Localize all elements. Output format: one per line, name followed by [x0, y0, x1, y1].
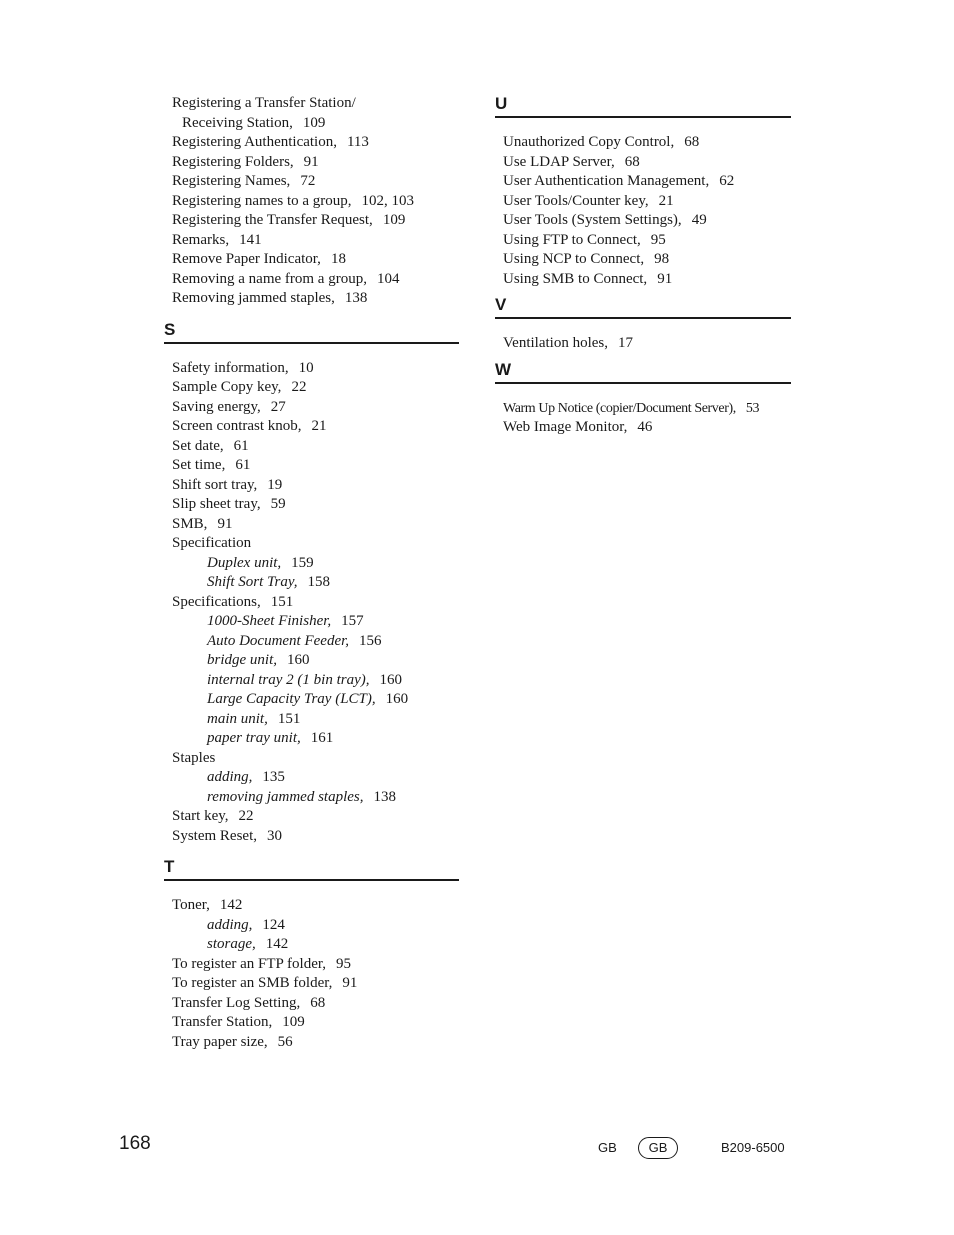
index-term: Shift sort tray,	[172, 476, 258, 493]
index-page-ref: 159	[291, 554, 314, 571]
index-page-ref: 56	[277, 1033, 293, 1050]
index-page-ref: 21	[311, 418, 327, 434]
index-term: Slip sheet tray,	[172, 496, 261, 512]
index-term: Transfer Log Setting,	[172, 994, 301, 1011]
index-page-ref: 22	[238, 808, 254, 824]
page-number: 168	[119, 1133, 151, 1154]
index-entry	[164, 398, 459, 418]
index-term: Transfer Station,	[172, 1014, 273, 1030]
index-entry	[164, 270, 459, 290]
index-entry	[164, 632, 459, 652]
index-term: adding,	[207, 916, 253, 933]
index-entry	[495, 250, 791, 270]
section-rule	[495, 317, 791, 319]
section-rule	[495, 382, 791, 384]
index-page-ref: 46	[637, 419, 653, 435]
index-entry	[164, 231, 459, 251]
index-term: User Tools (System Settings),	[503, 212, 682, 228]
index-entry	[164, 710, 459, 730]
index-term: User Authentication Management,	[503, 173, 710, 189]
index-term: Using FTP to Connect,	[503, 231, 641, 248]
index-page-ref: 22	[291, 379, 307, 395]
index-entry	[164, 359, 459, 379]
index-term: bridge unit,	[207, 652, 277, 668]
index-entry	[164, 1013, 459, 1033]
index-page-ref: 68	[310, 994, 326, 1011]
index-term: System Reset,	[172, 827, 257, 844]
index-term: removing jammed staples,	[207, 788, 364, 805]
index-entry	[164, 94, 459, 114]
index-entry	[164, 827, 459, 847]
index-entry	[164, 994, 459, 1014]
section-letter: V	[495, 295, 507, 314]
index-entry	[164, 749, 459, 769]
index-term: Using SMB to Connect,	[503, 270, 648, 287]
section-rule	[495, 116, 791, 118]
index-page-ref: 160	[287, 652, 310, 668]
section-letter: T	[164, 857, 175, 876]
index-page-ref: 91	[303, 153, 319, 170]
index-term: Shift Sort Tray,	[207, 574, 298, 590]
index-entry	[164, 916, 459, 936]
index-term: Sample Copy key,	[172, 379, 282, 395]
index-page-ref: 18	[330, 251, 346, 267]
index-entry	[164, 437, 459, 457]
index-page-ref: 156	[359, 632, 382, 649]
index-page-ref: 62	[719, 173, 735, 189]
index-entry	[164, 211, 459, 231]
index-page-ref: 124	[262, 916, 285, 933]
index-page-ref: 91	[217, 515, 233, 532]
index-entry	[164, 133, 459, 153]
index-section-t	[164, 857, 459, 1052]
index-term: Removing a name from a group,	[172, 270, 367, 287]
index-entry	[164, 172, 459, 192]
index-term: paper tray unit,	[207, 730, 301, 746]
index-entry	[495, 211, 791, 231]
index-term: Specification	[172, 535, 252, 551]
section-letter: U	[495, 94, 508, 113]
index-term: Duplex unit,	[207, 554, 282, 571]
index-page-ref: 151	[277, 710, 301, 727]
index-page-ref: 109	[302, 114, 326, 131]
index-entry	[164, 807, 459, 827]
index-page-ref: 157	[341, 613, 364, 629]
index-entry	[164, 729, 459, 749]
index-term: Staples	[172, 749, 216, 766]
section-letter: W	[495, 359, 512, 379]
index-term: Auto Document Feeder,	[207, 632, 350, 649]
index-page-ref: 27	[270, 398, 286, 415]
index-page-ref: 109	[382, 212, 406, 228]
index-entry	[164, 573, 459, 593]
index-term: Toner,	[172, 897, 210, 913]
index-term: Registering the Transfer Request,	[172, 212, 373, 228]
index-term: Registering Authentication,	[172, 134, 337, 150]
index-entry	[164, 534, 459, 554]
index-term: internal tray 2 (1 bin tray),	[207, 671, 370, 688]
index-page-ref: 72	[300, 173, 316, 189]
index-term: Remove Paper Indicator,	[172, 251, 321, 267]
index-page-ref: 135	[262, 769, 285, 785]
right-column	[495, 94, 791, 438]
index-page-ref: 59	[270, 496, 286, 512]
index-page-ref: 61	[233, 437, 249, 454]
index-page-ref: 138	[344, 290, 368, 306]
index-page-ref: 61	[235, 457, 251, 473]
index-term: User Tools/Counter key,	[503, 192, 649, 209]
index-term: Saving energy,	[172, 398, 261, 415]
index-term: Receiving Station,	[182, 114, 293, 131]
index-entry	[164, 896, 459, 916]
index-page-ref: 109	[282, 1014, 305, 1030]
index-section-w	[495, 360, 791, 438]
index-entry	[495, 399, 791, 419]
index-entry	[495, 133, 791, 153]
index-page-ref: 160	[379, 671, 402, 688]
index-section-s	[164, 320, 459, 847]
r-entries-list	[164, 94, 459, 309]
index-term: Safety information,	[172, 359, 289, 376]
index-page-ref: 141	[239, 231, 262, 248]
index-term: main unit,	[207, 710, 268, 727]
index-entry	[164, 515, 459, 535]
index-entry	[164, 935, 459, 955]
index-entry	[164, 1033, 459, 1053]
index-entry	[164, 114, 459, 134]
index-page-ref: 91	[342, 975, 358, 991]
index-term: Large Capacity Tray (LCT),	[207, 691, 376, 707]
index-entry	[164, 593, 459, 613]
left-column	[164, 94, 459, 1052]
index-entry	[164, 153, 459, 173]
index-term: Screen contrast knob,	[172, 418, 302, 434]
index-page-ref: 142	[219, 897, 243, 913]
index-term: Registering a Transfer Station/	[172, 95, 356, 111]
index-entry	[495, 270, 791, 290]
index-page-ref: 91	[657, 270, 673, 287]
index-term: Registering Names,	[172, 173, 291, 189]
index-entry	[164, 768, 459, 788]
index-term: Set date,	[172, 437, 224, 454]
index-page-ref: 138	[373, 788, 397, 805]
index-page-ref: 19	[267, 476, 283, 493]
index-term: 1000-Sheet Finisher,	[207, 613, 332, 629]
section-rule	[164, 342, 459, 344]
index-term: To register an FTP folder,	[172, 955, 327, 972]
index-page-ref: 10	[298, 359, 314, 376]
index-entry	[164, 788, 459, 808]
index-entry	[495, 192, 791, 212]
index-term: Use LDAP Server,	[503, 153, 615, 170]
index-entry	[164, 192, 459, 212]
index-entry	[164, 671, 459, 691]
index-page-ref: 102, 103	[361, 192, 415, 209]
index-entry	[164, 495, 459, 515]
index-term: Removing jammed staples,	[172, 290, 335, 306]
index-page-ref: 160	[385, 691, 409, 707]
left-sections	[164, 320, 459, 1053]
index-term: Registering names to a group,	[172, 192, 352, 209]
index-section-u	[495, 94, 791, 289]
index-entry	[164, 417, 459, 437]
index-page-ref: 68	[684, 134, 700, 150]
index-entry	[164, 974, 459, 994]
index-term: To register an SMB folder,	[172, 975, 333, 991]
index-entry	[495, 334, 791, 354]
index-entry	[164, 456, 459, 476]
index-term: Ventilation holes,	[503, 335, 608, 351]
index-term: Using NCP to Connect,	[503, 251, 645, 267]
document-code: B209-6500	[721, 1140, 785, 1155]
index-page-ref: 49	[691, 212, 707, 228]
index-term: adding,	[207, 769, 253, 785]
section-rule	[164, 879, 459, 881]
index-term: Start key,	[172, 808, 229, 824]
index-page-ref: 17	[618, 335, 633, 351]
index-entry	[495, 172, 791, 192]
index-term: Warm Up Notice (copier/Document Server),	[503, 400, 736, 416]
index-entry	[164, 690, 459, 710]
index-page-ref: 113	[346, 134, 369, 150]
index-entry	[164, 554, 459, 574]
index-term: Specifications,	[172, 593, 261, 610]
index-entry	[164, 955, 459, 975]
index-term: SMB,	[172, 515, 208, 532]
language-badge: GB	[638, 1137, 678, 1159]
language-label: GB	[598, 1140, 617, 1155]
index-page-ref: 98	[654, 251, 670, 267]
index-term: Unauthorized Copy Control,	[503, 134, 675, 150]
index-page-ref: 21	[658, 192, 674, 209]
index-entry	[164, 476, 459, 496]
section-letter: S	[164, 319, 176, 339]
index-section-v	[495, 295, 791, 354]
index-term: Tray paper size,	[172, 1033, 268, 1050]
index-entry	[495, 153, 791, 173]
index-page-ref: 104	[376, 270, 400, 287]
index-entry	[164, 250, 459, 270]
index-page-ref: 68	[624, 153, 640, 170]
index-page-ref: 53	[745, 400, 760, 416]
index-term: Registering Folders,	[172, 153, 294, 170]
index-term: Web Image Monitor,	[503, 419, 628, 435]
index-page-ref: 142	[265, 936, 289, 952]
index-entry	[164, 289, 459, 309]
index-entry	[495, 231, 791, 251]
index-term: Remarks,	[172, 231, 230, 248]
index-entry	[164, 612, 459, 632]
index-page-ref: 95	[336, 955, 352, 972]
index-entry	[164, 378, 459, 398]
index-entry	[495, 418, 791, 438]
right-sections	[495, 94, 791, 438]
index-page-ref: 30	[267, 827, 282, 844]
index-term: storage,	[207, 936, 256, 952]
index-page-ref: 161	[310, 730, 334, 746]
index-term: Set time,	[172, 457, 226, 473]
index-page-ref: 151	[270, 593, 294, 610]
index-page-ref: 158	[307, 574, 330, 590]
index-page-ref: 95	[650, 231, 666, 248]
index-entry	[164, 651, 459, 671]
